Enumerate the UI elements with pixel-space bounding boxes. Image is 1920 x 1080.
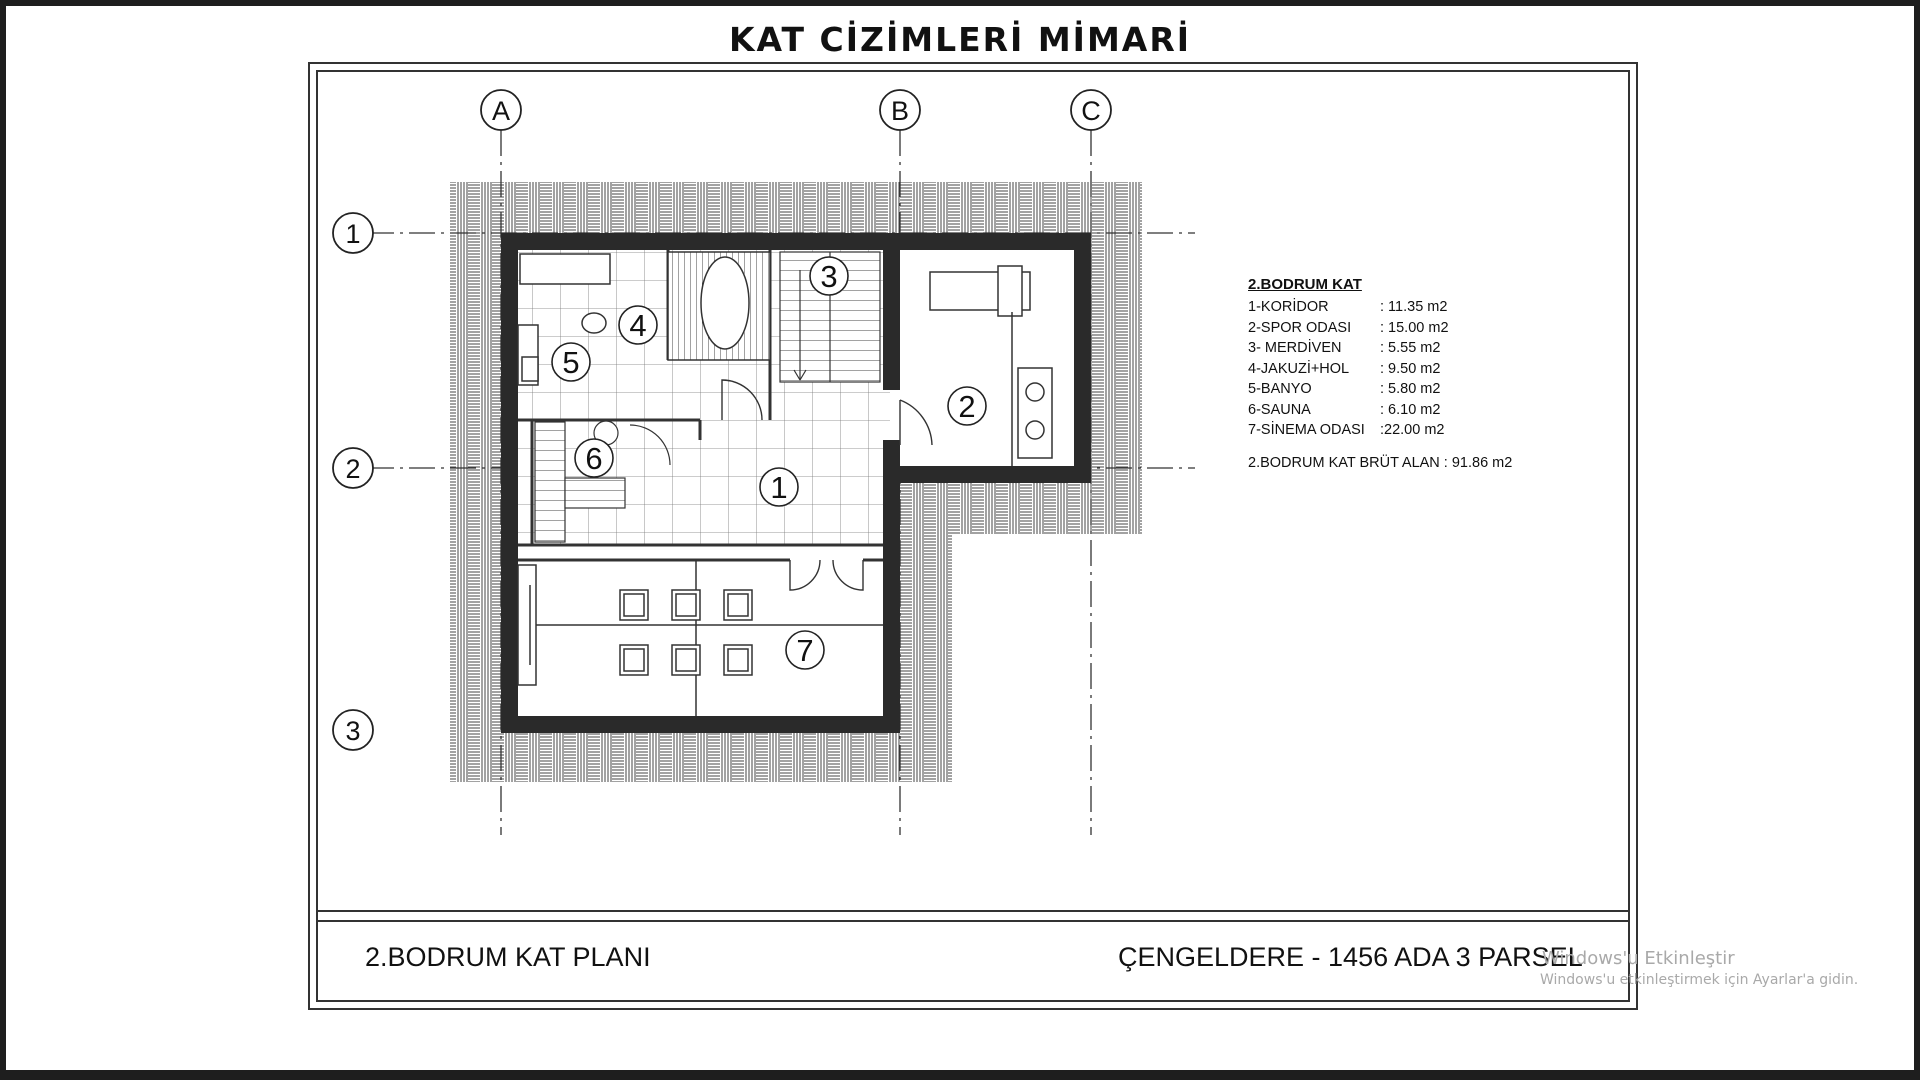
- svg-text:1: 1: [345, 219, 361, 249]
- svg-text:2: 2: [958, 389, 976, 424]
- room-marker-6: [575, 439, 613, 477]
- legend-room-area: :22.00 m2: [1380, 422, 1445, 438]
- legend-room-name: 1-KORİDOR: [1248, 299, 1329, 315]
- activation-watermark-title: Windows'u Etkinleştir: [1542, 948, 1735, 969]
- grid-bubble-B: [880, 90, 920, 130]
- grid-bubble-A: [481, 90, 521, 130]
- room-marker-7: [786, 631, 824, 669]
- plan-title: 2.BODRUM KAT PLANI: [365, 942, 651, 972]
- svg-text:3: 3: [820, 259, 838, 294]
- project-title: ÇENGELDERE - 1456 ADA 3 PARSEL: [1118, 942, 1583, 972]
- svg-text:7: 7: [796, 633, 814, 668]
- grid-bubble-1: [333, 213, 373, 253]
- grid-row-bubbles: [333, 213, 373, 750]
- grid-bubble-3: [333, 710, 373, 750]
- legend-room-name: 4-JAKUZİ+HOL: [1248, 360, 1350, 377]
- room-marker-4: [619, 306, 657, 344]
- legend-room-area: : 9.50 m2: [1380, 360, 1441, 377]
- svg-text:4: 4: [629, 308, 647, 343]
- legend-heading: 2.BODRUM KAT: [1248, 276, 1362, 293]
- svg-text:3: 3: [345, 716, 361, 746]
- legend-row: [1248, 297, 1512, 318]
- legend-room-area: : 15.00 m2: [1380, 319, 1449, 336]
- grid-column-bubbles: [481, 90, 1111, 130]
- grid-bubble-2: [333, 448, 373, 488]
- svg-text:2: 2: [345, 454, 361, 484]
- grid-bubble-C: [1071, 90, 1111, 130]
- page-title: KAT CİZİMLERİ MİMARİ: [728, 20, 1192, 59]
- legend-row: [1248, 338, 1512, 359]
- legend-room-name: 7-SİNEMA ODASI: [1248, 422, 1365, 438]
- legend-room-name: 5-BANYO: [1248, 381, 1312, 397]
- legend-room-area: : 5.80 m2: [1380, 381, 1441, 397]
- legend-room-area: : 6.10 m2: [1380, 401, 1441, 418]
- svg-text:C: C: [1081, 96, 1101, 126]
- svg-text:6: 6: [585, 441, 603, 476]
- room-marker-5: [552, 343, 590, 381]
- legend-room-name: 2-SPOR ODASI: [1248, 319, 1352, 336]
- legend-row: [1248, 379, 1512, 400]
- legend-row: [1248, 420, 1512, 441]
- legend-room-name: 6-SAUNA: [1248, 401, 1311, 418]
- area-legend: [1248, 276, 1512, 471]
- svg-text:5: 5: [562, 345, 580, 380]
- svg-text:B: B: [890, 96, 910, 126]
- legend-row: [1248, 400, 1512, 421]
- room-marker-2: [948, 387, 986, 425]
- room-marker-1: [760, 468, 798, 506]
- svg-text:A: A: [491, 96, 511, 126]
- legend-room-name: 3- MERDİVEN: [1248, 340, 1342, 356]
- activation-watermark-text: Windows'u etkinleştirmek için Ayarlar'a gidin.: [1540, 972, 1859, 988]
- legend-room-area: : 5.55 m2: [1380, 340, 1441, 356]
- legend-row: [1248, 318, 1512, 339]
- svg-text:1: 1: [770, 470, 788, 505]
- legend-total-area: 2.BODRUM KAT BRÜT ALAN : 91.86 m2: [1248, 454, 1513, 471]
- legend-room-area: : 11.35 m2: [1380, 299, 1448, 315]
- room-marker-3: [810, 257, 848, 295]
- legend-row: [1248, 359, 1512, 380]
